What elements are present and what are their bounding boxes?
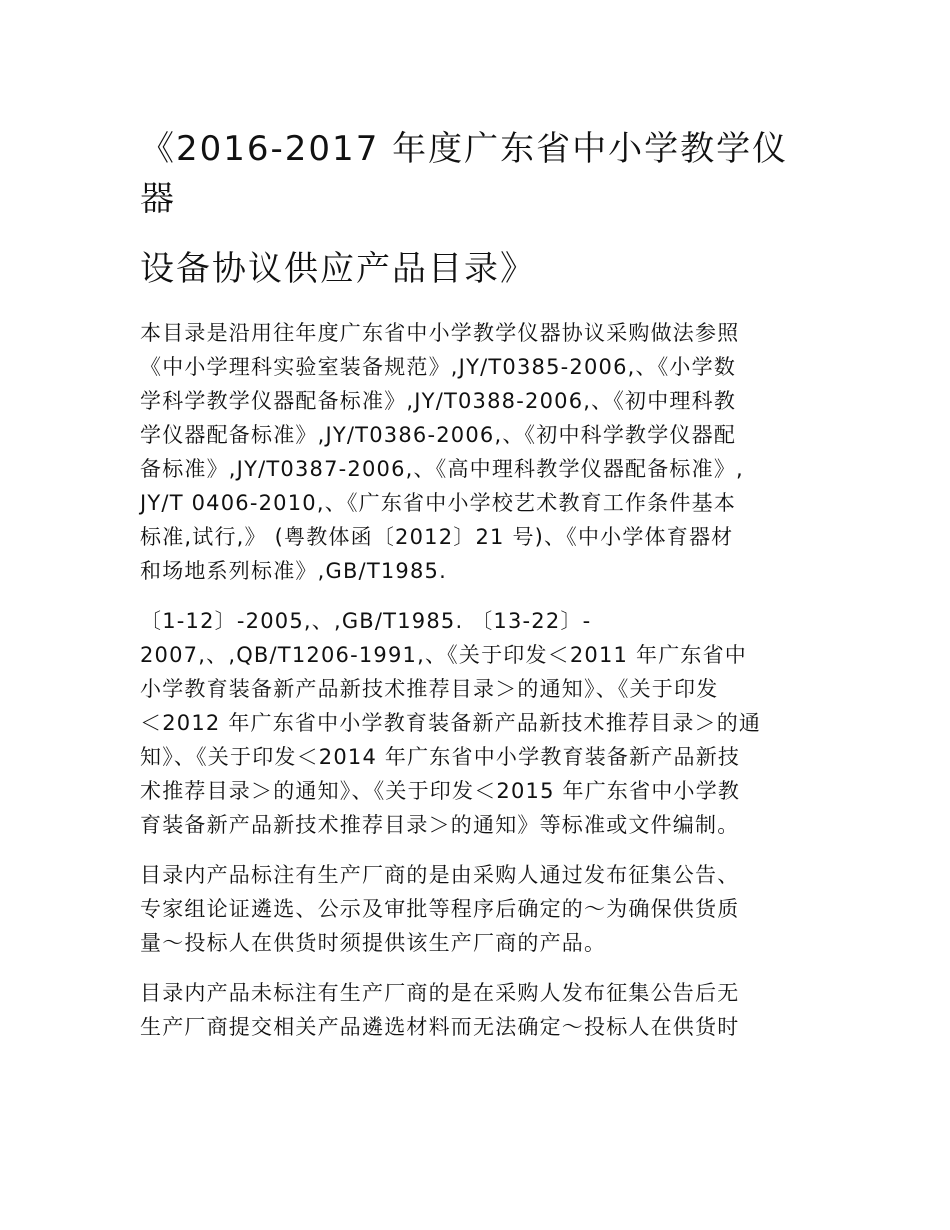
document-title-line-1: 《2016-2017 年度广东省中小学教学仪 器 — [140, 129, 789, 219]
paragraph-notices-reference: 〔1-12〕-2005,、,GB/T1985. 〔13-22〕- 2007,、,QB/T1206-1991,、《关于印发＜2011 年广东省中 小学教育装备新产品新技术推荐目录＞的通知》、《关于印发 ＜2012 年广东省中小学教育装备新产品新技术推荐目录＞的通 知》、《关于印发＜2014 年广东省中小学教育装备新产品新技 术推荐目录＞的通知》、《关于印发＜2015 年广东省中小学教 育装备新产品新技术推荐目录＞的通知》等标准或文件编制。 — [140, 609, 762, 837]
paragraph-standards-reference: 本目录是沿用往年度广东省中小学教学仪器协议采购做法参照 《中小学理科实验室装备规范》,JY/T0385-2006,、《小学数 学科学教学仪器配备标准》,JY/T0388-2006,、《初中理科教 学仪器配备标准》,JY/T0386-2006,、《初中科学教学仪器配 备标准》,JY/T0387-2006,、《高中理科教学仪器配备标准》, JY/T 0406-2010,、《广东省中小学校艺术教育工作条件基本 标准,试行,》 (粤教体函〔2012〕21 号)、《中小学体育器材 和场地系列标准》,GB/T1985. — [140, 321, 744, 583]
paragraph-unlabeled-manufacturers: 目录内产品未标注有生产厂商的是在采购人发布征集公告后无 生产厂商提交相关产品遴选材料而无法确定～投标人在供货时 — [140, 981, 740, 1039]
paragraph-labeled-manufacturers: 目录内产品标注有生产厂商的是由采购人通过发布征集公告、 专家组论证遴选、公示及审批等程序后确定的～为确保供货质 量～投标人在供货时须提供该生产厂商的产品。 — [140, 863, 740, 955]
document-page — [140, 124, 820, 1060]
document-title-line-2: 设备协议供应产品目录》 — [140, 249, 536, 289]
